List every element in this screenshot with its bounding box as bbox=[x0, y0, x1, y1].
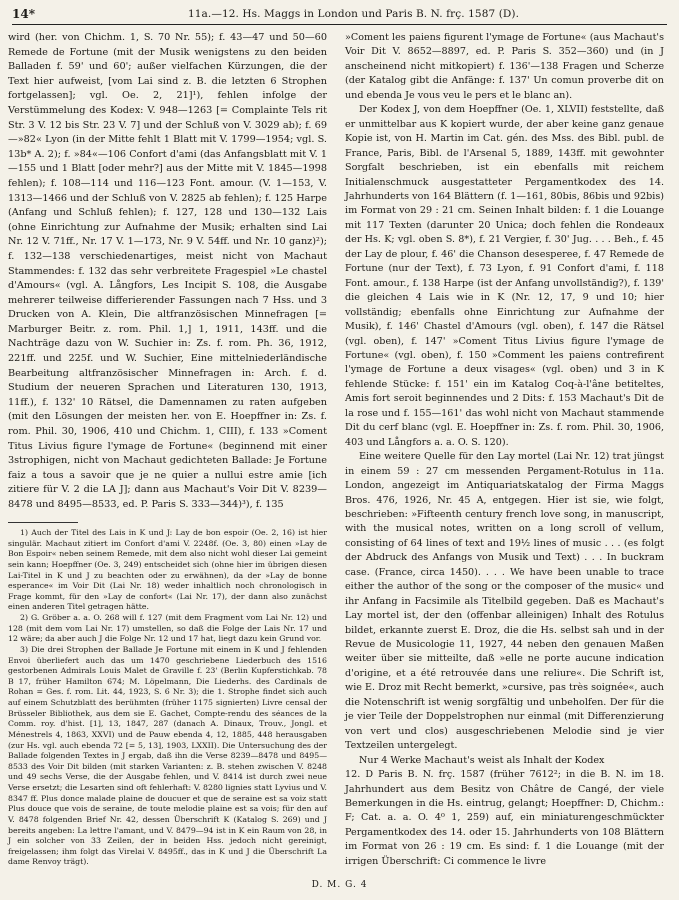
signature-mark: D. M. G. 4 bbox=[311, 880, 368, 890]
right-column bbox=[345, 31, 664, 869]
right-paragraph-3: Eine weitere Quelle für den Lay mortel (Lai Nr. 12) trat jüngst in einem 59 : 27 cm messenden Pergament-Rotulus in 11a. London, angezeigt im Antiquariatskatalog der Firma Maggs Bros. 476, 1926, Nr. 45 A, entgegen. Hier ist sie, wie folgt, beschrieben: »Fifteenth century french love song, in manuscript, with the musical notes, written on a long scroll of vellum, consisting of 64 lines of text and 19½ lines of music . . . (es folgt der Abdruck des Anfangs von Musik und Text) . . . In buckram case. (France, circa 1450). . . . We have been unable to trace either the author of the song or the composer of the music« und ihr Anfang in Facsimile als Titelbild gegeben. Daß es Machaut's Lay mortel ist, der den (offenbar alleinigen) Inhalt des Rotulus bildet, erkannte zuerst E. Droz, die die Hs. selbst sah und in der Revue de Musicologie 11, 1927, 44 neben den genauen Maßen weiter über sie mitteilte, daß »elle ne porte aucune indication d'origine, et a été retrouvée dans une reliure«. Die Schrift ist, wie E. Droz mit Recht bemerkt, »cursive, pas très soignée«, auch die Notenschrift ist wenig sorgfältig und unbeholfen. Der für die je vier Teile der Doppelstrophen nur einmal (mit Differenzierung von vert und clos) ausgeschriebenen Melodie sind je vier Textzeilen untergelegt. bbox=[345, 451, 664, 752]
footnotes bbox=[8, 528, 327, 868]
right-paragraph-4: Nur 4 Werke Machaut's weist als Inhalt der Kodex bbox=[359, 754, 605, 766]
left-paragraph: wird (her. von Chichm. 1, S. 70 Nr. 55); f. 43—47 und 50—60 Remede de Fortune (mit der Musik wenigstens zu den beiden Balladen f. 59' und 60'; außer vielfachen Kürzungen, die der Text hier aufweist, [vom Lai sind z. B. die letzten 6 Strophen fortgelassen]; vgl. Oe. 2, 21]¹), fehlen infolge der Verstümmelung des Kodex: V. 948—1263 [= Complainte Tels rit Str. 3 V. 12 bis Str. 23 V. 7] und der Schluß von V. 3029 ab); f. 69—»82« Lyon (in der Mitte fehlt 1 Blatt mit V. 1799—1954; vgl. S. 13b* A. 2); f. »84«—106 Confort d'ami (das Anfangsblatt mit V. 1—155 und 1 Blatt [oder mehr?] aus der Mitte mit V. 1845—1998 fehlen); f. 108—114 und 116—123 Font. amour. (V. 1—153, V. 1313—1466 und der Schluß von V. 2825 ab fehlen); f. 125 Harpe (Anfang und Schluß fehlen); f. 127, 128 und 130—132 Lais (ohne Einrichtung zur Aufnahme der Musik; erhalten sind Lai Nr. 12 V. 71ff., Nr. 17 V. 1—173, Nr. 9 V. 54ff. und Nr. 10 ganz)²); f. 132—138 verschiedenartiges, meist nicht von Machaut Stammendes: f. 132 das sehr verbreitete Fragespiel »Le chastel d'Amours« (vgl. A. Långfors, Les Incipit S. 108, die Ausgabe mehrerer teilweise differierender Fassungen nach 7 Hss. und 3 Drucken von A. Klein, Die altfranzösischen Minnefragen [= Marburger Beitr. z. rom. Phil. 1,] 1, 1911, 143ff. und die Nachträge dazu von W. Suchier in: Zs. f. rom. Ph. 36, 1912, 221ff. und 225f. und W. Suchier, Eine mittelniederländische Bearbeitung altfranzösischer Minnefragen in: Arch. f. d. Studium der neueren Sprachen und Literaturen 130, 1913, 11ff.), f. 132' 10 Rätsel, die Damennamen zu raten aufgeben (mit den Lösungen der meisten her. von E. Hoepffner in: Zs. f. rom. Phil. 30, 1906, 410 und Chichm. 1, CIII), f. 133 »Coment Titus Livius figure l'ymage de Fortune« (beginnend mit einer 3strophigen, nicht von Machaut gedichteten Ballade: Je Fortune faiz a tous a savoir que je ne quier a nullui estre amie [ich zitiere für V. 2 die LA J]; dann aus Machaut's Voir Dit V. 8239—8478 und 8495—8533, ed. P. Paris S. 333—344)³), f. 135 bbox=[8, 32, 327, 510]
footnote-2: 2) G. Gröber a. a. O. 268 will f. 127 (mit dem Fragment vom Lai Nr. 12) und 128 (mit dem vom Lai Nr. 17) umstellen, so daß die Folge der Lais Nr. 17 und 12 wäre; da aber auch J die Folge Nr. 12 und 17 hat, liegt dazu kein Grund vor. bbox=[8, 613, 327, 644]
header-rule bbox=[12, 24, 667, 25]
page-header bbox=[12, 6, 667, 22]
footnote-3: 3) Die drei Strophen der Ballade Je Fortune mit einem in K und J fehlenden Envoi überliefert auch das um 1470 geschriebene Liederbuch des 1516 gestorbenen Admirals Louis Malet de Graville f. 23' (Berlin Kupferstichkab. 78 B 17, früher Hamilton 674; M. Löpelmann, Die Liederhs. des Cardinals de Rohan = Ges. f. rom. Lit. 44, 1923, S. 6 Nr. 3); die 1. Strophe findet sich auch auf einem Schutzblatt des berühmten (früher 1175 signierten) Livre censal der Brüsseler Bibliothek, aus dem sie E. Gachet, Compte-rendu des séances de la Comm. roy. d'hist. [1], 13, 1847, 287 (danach A. Dinaux, Trouv., Jongl. et Ménestrels 4, 1863, XXVI) und de Pauw ebenda 4, 12, 1885, 448 herausgaben (zur Hs. vgl. auch ebenda 72 [= 5, 13], 1903, LXXII). Die Untersuchung des der Ballade folgenden Textes in J ergab, daß ihn die Verse 8239—8478 und 8495—8533 des Voir Dit bilden (mit starken Varianten: z. B. stehen zwischen V. 8248 und 49 sechs Verse, die der Ausgabe fehlen, und V. 8414 ist durch zwei neue Verse ersetzt; die Lesarten sind oft fehlerhaft: V. 8280 lignies statt Lyvius und V. 8347 ff. Plus donce malade plaine de doucuer et que de seraine est sa voiz statt Plus douce que vois de seraine, de toute melodie plaine est sa vois; für den auf V. 8478 folgenden Brief Nr. 42, dessen Überschrift K (Katalog S. 269) und J bereits angeben: La lettre l'amant, und V. 8479—94 ist in K ein Raum von 28, in J ein solcher von 33 Zeilen, der in beiden Hss. jedoch nicht gereinigt, freigelassen; ihm folgt das Virelai V. 8495ff., das in K und J die Überschrift La dame Renvoy trägt). bbox=[8, 644, 327, 867]
right-paragraph-2: Der Kodex J, von dem Hoepffner (Oe. 1, XLVII) feststellte, daß er unmittelbar aus K kopiert wurde, der aber keine ganz genaue Kopie ist, von H. Martin im Cat. gén. des Mss. des Bibl. publ. de France, Paris, Bibl. de l'Arsenal 5, 1889, 143ff. mit gewohnter Sorgfalt beschrieben, ist ein ebenfalls mit reichem Initialenschmuck ausgestatteter Pergamentkodex des 14. Jahrhunderts von 164 Blättern (f. 1—161, 80bis, 86bis und 92bis) im Format von 29 : 21 cm. Seinen Inhalt bilden: f. 1 die Louange mit 117 Texten (darunter 20 Unica; doch fehlen die Rondeaux der Hs. K; vgl. oben S. 8*), f. 21 Vergier, f. 30' Jug. . . . Beh., f. 45 der Lay de plour, f. 46' die Chanson desesperee, f. 47 Remede de Fortune (nur der Text), f. 73 Lyon, f. 91 Confort d'ami, f. 118 Font. amour., f. 138 Harpe (ist der Anfang unvollständig?), f. 139' die gleichen 4 Lais wie in K (Nr. 12, 17, 9 und 10; hier vollständig; ebenfalls ohne Einrichtung zur Aufnahme der Musik), f. 146' Chastel d'Amours (vgl. oben), f. 147 die Rätsel (vgl. oben), f. 147' »Coment Titus Livius figure l'ymage de Fortune« (vgl. oben), f. 150 »Comment les paiens contrefirent l'ymage de Fortune a deux visages« (vgl. oben) und 3 in K fehlende Stücke: f. 151' ein im Katalog Coq-à-l'âne betiteltes, Amis fort seroit beginnendes und 2 Dits: f. 153 Machaut's Dit de la rose und f. 155—161' das wohl nicht von Machaut stammende Dit du cerf blanc (vgl. E. Hoepffner in: Zs. f. rom. Phil. 30, 1906, 403 und Långfors a. a. O. S. 120). bbox=[345, 104, 664, 448]
page-number: 14* bbox=[12, 7, 35, 21]
right-paragraph-1: »Coment les paiens figurent l'ymage de Fortune« (aus Machaut's Voir Dit V. 8652—8897, ed. P. Paris S. 352—360) und (in J anscheinend nicht mitkopiert) f. 136'—138 Fragen und Scherze (der Katalog gibt die Anfänge: f. 137' Un comun proverbe dit on und ebenda Je vous veu le pers et le blanc an). bbox=[345, 32, 664, 101]
left-column bbox=[8, 31, 327, 513]
footnote-1: 1) Auch der Titel des Lais in K und J: Lay de bon espoir (Oe. 2, 16) ist hier singulär. Machaut zitiert im Confort d'ami V. 2248f. (Oe. 3, 80) einen »Lay de Bon Espoir« neben seinem Remede, mit dem also nicht wohl dieser Lai gemeint sein kann; Hoepffner (Oe. 3, 249) entscheidet sich (ohne hier im übrigen diesen Lai-Titel in K und J zu beachten oder zu erwähnen), da der »Lay de bonne esperance« im Voir Dit (Lai Nr. 18) weder inhaltlich noch chronologisch in Frage kommt, für den »Lay de confort« (Lai Nr. 17), der dann also zunächst einen anderen Titel getragen hätte. bbox=[8, 528, 327, 612]
running-title: 11a.—12. Hs. Maggs in London und Paris B. N. frç. 1587 (D). bbox=[188, 8, 520, 20]
right-paragraph-5: 12. D Paris B. N. frç. 1587 (früher 7612²; in die B. N. im 18. Jahrhundert aus dem Besitz von Châtre de Cangé, der viele Bemerkungen in die Hs. eintrug, gelangt; Hoepffner: D, Chichm.: F; Cat. a. a. O. 4⁰ 1, 259) auf, ein miniaturengeschmückter Pergamentkodex des 14. oder 15. Jahrhunderts von 108 Blättern im Format von 26 : 19 cm. Es sind: f. 1 die Louange (mit der irrigen Überschrift: Ci commence le livre bbox=[345, 769, 664, 867]
footnote-divider bbox=[8, 522, 78, 523]
